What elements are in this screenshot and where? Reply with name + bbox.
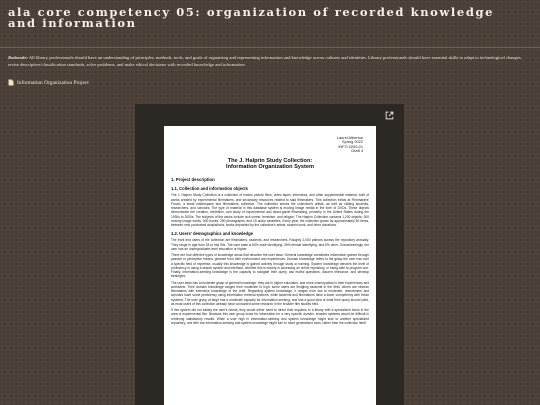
project-link[interactable]: Information Organization Project [17, 79, 89, 86]
document-icon [8, 79, 14, 86]
open-external-button[interactable] [383, 109, 395, 121]
users-paragraph: There are four different types of knowledge areas that describe the user base: General knowledge constitutes information gained through passive or perceptive means, gleaned from their environment and experiences. Domain knowledge refers to the grasp the user has over a specific field of expertise, usually this knowledge is gained actively through study or training. System knowledge denotes the level of proficiency in using a search system and interface, whether this is merely in accessing an online repository, or being able to program one. Finally, information-seeking knowledge is the capacity to navigate their query, ask fruitful questions, discern relevance, and develop strategies. [171, 253, 369, 279]
section-heading-project: 1. Project description [171, 177, 215, 183]
rationale-label: Rationale: [8, 55, 28, 60]
site-title: ala core competency 05: organization of recorded knowledge and information [8, 5, 495, 30]
rationale-paragraph [8, 54, 532, 69]
collection-paragraph: The J. Halprin Study Collection is a collection of motion picture films, video tapes, interviews, and other supplemental material, both of works created by experimental filmmakers, and secondary resources related to said filmmakers. This collection exists at Filmmakers' Forum, a small makerspace and filmmakers' collective. The collection serves the collective's artists, as well as visiting students, researchers, and scholars. The type of material in this database system is moving image media in the form of DVDs. These objects demonstrate the creation, exhibition, and study of experimental and avant-garde filmmaking, primarily in the United States during the 1930s to 2000s. The subjects of the works include civil unrest, feminism, and religion. The Halprin Collection contains 1,200 objects; 300 moving image works, 500 books, 250 photographs, and 15 audio cassettes. Every year, the collection grows by approximately 50 items, between new purchased acquisitions, works deposited by the collective's artists, student work, and other donations. [171, 193, 369, 228]
document-title-line: The J. Halprin Study Collection: [227, 157, 313, 164]
author-line: Laurel Albertoe [336, 135, 363, 140]
section-heading-collection: 1.1. Collection and information objects [171, 186, 249, 192]
document-title [171, 158, 369, 171]
author-block [171, 136, 363, 154]
users-paragraph: The user base has a moderate grasp of general knowledge: they are in higher education, and more cosmopolitan in their experiences and worldview. Their domain knowledge ranges from moderate to high: some users are fledgling students in the field, others are veteran filmmakers with extensive knowledge of the craft. Regarding system knowledge, it ranges from low to moderate; researchers and scholars have some proficiency using information retrieval systems, while students and filmmakers have a lower competency with these systems. The user group at large has a moderate capacity for information seeking, and has a good idea of what their query should yield, as most users of this collection already have conducted some research in the broader film studies field. [171, 280, 370, 306]
author-line: Spring 2022 [342, 139, 363, 145]
document-page[interactable] [164, 126, 376, 405]
section-heading-users: 1.2. Users' demographics and knowledge [171, 231, 253, 237]
document-title-line: Information Organization System [226, 164, 314, 171]
project-link-row[interactable] [8, 79, 89, 86]
users-paragraph: The front end users of the collection are filmmakers, students, and researchers. Roughly 2,000 patrons access the repository annually. They range in age from 18 to mid 90s. The user base is 60% male identifying, 39% female identifying, and 6% other. Overwhelmingly, the user has an undergraduate-level education or higher. [171, 238, 369, 251]
author-line: INFO 0200-01 [338, 143, 363, 149]
header-divider [0, 47, 540, 48]
author-line: Draft 4 [351, 148, 363, 154]
users-paragraph: If this system did not satisfy the user's needs, they would either need to direct their inquiries to a library with a specialized focus in the area of experimental film. Because this user group looks for information for a very specific domain, broader systems would be difficult in retrieving satisfactory results. While a user high in information-seeking and system knowledge might look to another specialized repository, one with low information-seeking and system knowledge might turn to more generalized tools, rather than the collection itself. [171, 308, 369, 325]
open-external-icon [385, 111, 394, 120]
rationale-text: All library professionals should have an understanding of principles, methods, tools, and goals of organizing and representing information and knowledge across cultures and identities. Library professionals should have essential skills to adapt to technological changes, revise descriptive/classification standards, solve problems, and make ethical decisions with recorded knowledge and information. [8, 55, 522, 68]
